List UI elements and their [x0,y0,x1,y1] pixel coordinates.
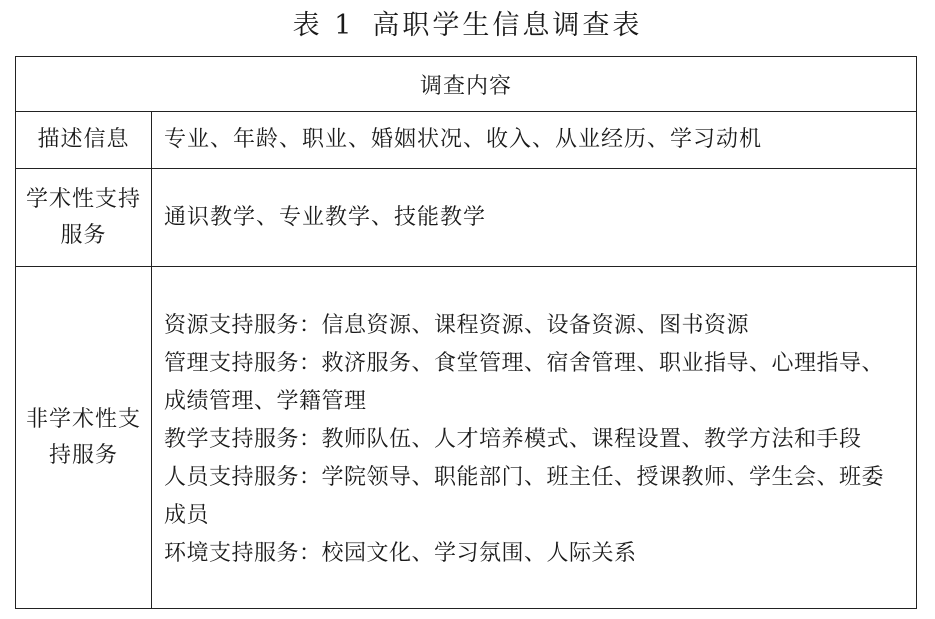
category-cell [16,169,152,267]
table-title: 高职学生信息调查表 [372,10,643,41]
service-item: 资源支持服务：信息资源、课程资源、设备资源、图书资源 [164,312,750,338]
table-row [16,112,917,169]
table-header-row [16,57,917,112]
service-item: 教学支持服务：教师队伍、人才培养模式、课程设置、教学方法和手段 [164,426,862,452]
table-row [16,169,917,267]
category-text: 学术性支持服务 [25,186,141,248]
content-cell: 通识教学、专业教学、技能教学 [152,169,917,267]
content-cell [152,267,917,609]
service-item: 环境支持服务：校园文化、学习氛围、人际关系 [164,540,637,566]
category-cell [16,267,152,609]
survey-table [15,56,917,609]
table-caption [0,4,935,48]
category-cell: 描述信息 [16,112,152,169]
table-number: 表 1 [292,10,355,41]
table-row [16,267,917,609]
service-item: 人员支持服务：学院领导、职能部门、班主任、授课教师、学生会、班委成员 [164,464,885,528]
category-text: 非学术性支持服务 [25,406,141,468]
table-header-cell: 调查内容 [16,57,917,112]
content-cell: 专业、年龄、职业、婚姻状况、收入、从业经历、学习动机 [152,112,917,169]
service-item: 管理支持服务：救济服务、食堂管理、宿舍管理、职业指导、心理指导、成绩管理、学籍管理 [164,350,885,414]
